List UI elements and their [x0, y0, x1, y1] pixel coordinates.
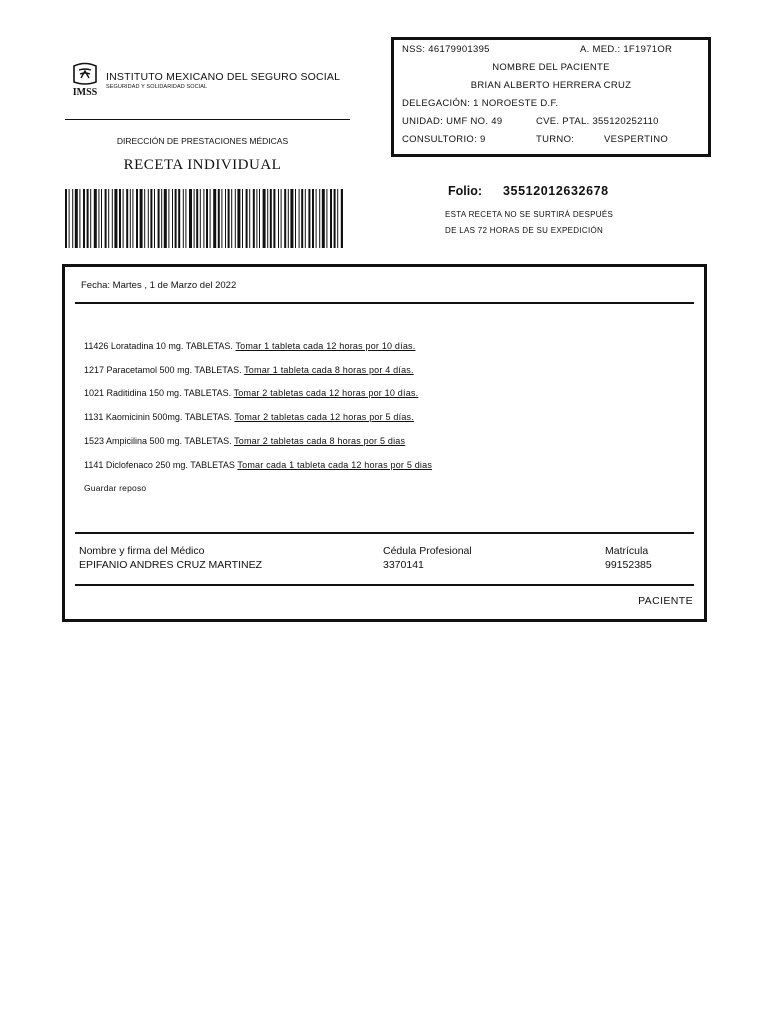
cedula-label: Cédula Profesional [383, 545, 472, 557]
barcode-bar [189, 189, 192, 248]
medication-drug: 1021 Raditidina 150 mg. TABLETAS. [84, 388, 234, 398]
medication-drug: 1217 Paracetamol 500 mg. TABLETAS. [84, 365, 245, 375]
barcode-bar [259, 189, 260, 248]
barcode-bar [172, 189, 173, 248]
barcode-bar [299, 189, 300, 248]
medication-instructions: Tomar 2 tabletas cada 12 horas por 10 días. [233, 388, 419, 398]
medication-instructions: Tomar cada 1 tableta cada 12 horas por 5 dias [237, 460, 433, 470]
barcode-bar [144, 189, 145, 248]
logo-lettering: IMSS [72, 87, 98, 98]
barcode-bar [75, 189, 78, 248]
barcode-bar [114, 189, 117, 248]
barcode-bar [330, 189, 332, 248]
validity-warning-line2: DE LAS 72 HORAS DE SU EXPEDICIÓN [445, 226, 604, 235]
institution-name: INSTITUTO MEXICANO DEL SEGURO SOCIAL [106, 71, 341, 83]
barcode-bar [278, 189, 279, 248]
barcode-bar [126, 189, 128, 248]
medication-drug: 11426 Loratadina 10 mg. TABLETAS. [84, 341, 236, 351]
barcode-bar [108, 189, 109, 248]
prescription-box [62, 264, 707, 622]
medication-instructions: Tomar 2 tabletas cada 12 horas por 5 días. [234, 412, 414, 422]
barcode-bar [185, 189, 186, 248]
barcode-bar [316, 189, 317, 248]
barcode-bar [263, 189, 266, 248]
barcode-bar [322, 189, 325, 248]
barcode-bar [326, 189, 327, 248]
cve-ptal: CVE. PTAL. 355120252110 [536, 116, 659, 127]
barcode-bar [65, 189, 67, 248]
barcode-bar [246, 189, 248, 248]
medication-instructions: Tomar 1 tableta cada 12 horas por 10 días. [235, 341, 416, 351]
barcode-bar [295, 189, 296, 248]
barcode-bar [267, 189, 268, 248]
barcode-bar [288, 189, 289, 248]
medication-line [84, 412, 414, 422]
barcode-bar [150, 189, 152, 248]
patient-name-label: NOMBRE DEL PACIENTE [492, 62, 610, 73]
barcode-bar [206, 189, 208, 248]
barcode-bar [105, 189, 107, 248]
barcode-bar [140, 189, 143, 248]
turno-label: TURNO: [536, 134, 575, 145]
delegacion: DELEGACIÓN: 1 NOROESTE D.F. [402, 98, 559, 109]
a-med: A. MED.: 1F1971OR [580, 44, 673, 55]
folio-number: 35512012632678 [503, 184, 609, 198]
divider [75, 532, 694, 534]
doctor-signature-label: Nombre y firma del Médico [79, 545, 205, 557]
prescription-date: Fecha: Martes , 1 de Marzo del 2022 [81, 280, 237, 291]
barcode-bar [154, 189, 155, 248]
barcode-bar [270, 189, 272, 248]
barcode-bar [256, 189, 257, 248]
barcode-bar [112, 189, 113, 248]
barcode-bar [79, 189, 80, 248]
barcode-bar [319, 189, 320, 248]
medication-line [84, 341, 415, 351]
cedula-number: 3370141 [383, 559, 424, 571]
barcode-bar [101, 189, 102, 248]
divider [75, 302, 694, 304]
barcode-bar [123, 189, 124, 248]
prescription-note: Guardar reposo [84, 483, 147, 493]
barcode-bar [334, 189, 336, 248]
matricula-label: Matrícula [605, 545, 649, 557]
barcode-bar [148, 189, 149, 248]
barcode-bar [158, 189, 160, 248]
consultorio: CONSULTORIO: 9 [402, 134, 486, 145]
barcode-bar [242, 189, 243, 248]
copy-label: PACIENTE [638, 595, 693, 607]
medication-drug: 1141 Diclofenaco 250 mg. TABLETAS [84, 460, 238, 470]
barcode-bar [98, 189, 99, 248]
barcode-bar [164, 189, 167, 248]
barcode-bar [94, 189, 97, 248]
barcode-bar [225, 189, 226, 248]
patient-name: BRIAN ALBERTO HERRERA CRUZ [470, 80, 632, 91]
barcode-bar [290, 189, 293, 248]
barcode-bar [87, 189, 89, 248]
barcode-bar [175, 189, 177, 248]
barcode-bar [273, 189, 275, 248]
barcode-bar [136, 189, 138, 248]
barcode-bar [83, 189, 85, 248]
barcode-bar [218, 189, 220, 248]
medication-line [84, 388, 418, 398]
turno: VESPERTINO [604, 134, 669, 145]
barcode-bar [284, 189, 286, 248]
barcode-bar [231, 189, 232, 248]
folio-label: Folio: [448, 184, 483, 198]
barcode-bar [200, 189, 201, 248]
form-title: RECETA INDIVIDUAL [123, 157, 282, 173]
institution-subtitle: SEGURIDAD Y SOLIDARIDAD SOCIAL [106, 84, 208, 90]
barcode [65, 189, 343, 248]
medication-drug: 1523 Ampicilina 500 mg. TABLETAS. [84, 436, 235, 446]
medication-line [84, 365, 414, 375]
medication-instructions: Tomar 2 tabletas cada 8 horas por 5 dias [234, 436, 406, 446]
patient-info-box [391, 37, 711, 157]
unidad: UNIDAD: UMF NO. 49 [402, 116, 503, 127]
barcode-bar [183, 189, 184, 248]
barcode-bar [235, 189, 236, 248]
barcode-bar [90, 189, 91, 248]
barcode-bar [210, 189, 211, 248]
barcode-bar [132, 189, 133, 248]
barcode-bar [168, 189, 169, 248]
validity-warning-line1: ESTA RECETA NO SE SURTIRÁ DESPUÉS [445, 210, 614, 219]
direction-heading: DIRECCIÓN DE PRESTACIONES MÉDICAS [116, 136, 289, 146]
barcode-bar [213, 189, 216, 248]
medication-drug: 1131 Kaomicinin 500mg. TABLETAS. [84, 412, 235, 422]
barcode-bar [305, 189, 306, 248]
barcode-bar [161, 189, 162, 248]
barcode-bar [253, 189, 255, 248]
barcode-bar [281, 189, 282, 248]
barcode-bar [301, 189, 303, 248]
barcode-bar [312, 189, 314, 248]
medication-line [84, 436, 405, 446]
barcode-bar [194, 189, 195, 248]
barcode-bar [341, 189, 343, 248]
matricula-number: 99152385 [605, 559, 652, 571]
barcode-bar [119, 189, 121, 248]
barcode-bar [249, 189, 250, 248]
imss-logo [70, 62, 100, 98]
barcode-bar [130, 189, 131, 248]
barcode-bar [203, 189, 204, 248]
barcode-bar [221, 189, 222, 248]
barcode-bar [196, 189, 198, 248]
barcode-bar [178, 189, 180, 248]
barcode-bar [308, 189, 310, 248]
barcode-bar [337, 189, 338, 248]
doctor-name: EPIFANIO ANDRES CRUZ MARTINEZ [79, 559, 262, 571]
divider [75, 584, 694, 586]
barcode-bar [69, 189, 70, 248]
barcode-bar [228, 189, 230, 248]
header-divider [65, 119, 350, 120]
medication-instructions: Tomar 1 tableta cada 8 horas por 4 días. [244, 365, 414, 375]
barcode-bar [72, 189, 73, 248]
medication-line [84, 460, 432, 470]
barcode-bar [237, 189, 240, 248]
nss: NSS: 46179901395 [402, 44, 490, 55]
